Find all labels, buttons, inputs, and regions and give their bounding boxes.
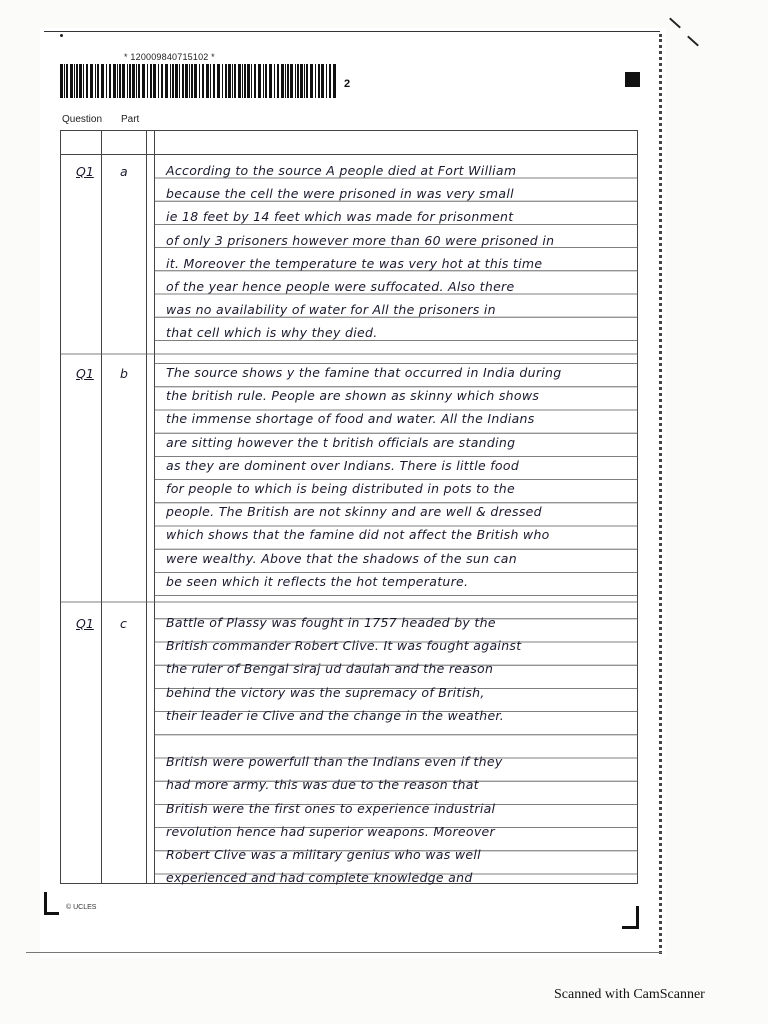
- answer-line: for people to which is being distributed in pots to the: [166, 481, 515, 496]
- answer-line: the immense shortage of food and water. All the Indians: [166, 411, 535, 427]
- barcode-bar: [199, 64, 200, 98]
- barcode-bar: [263, 64, 264, 98]
- page-number: 2: [344, 78, 351, 90]
- barcode-bar: [165, 64, 168, 98]
- barcode-bar: [217, 64, 220, 98]
- barcode-bar: [86, 64, 88, 98]
- barcode-bar: [194, 64, 197, 98]
- barcode-bar: [76, 64, 78, 98]
- answer-line: the british rule. People are shown as skinny which shows: [166, 388, 540, 404]
- barcode-bar: [138, 64, 140, 98]
- barcode-number: * 120009840715102 *: [124, 52, 215, 62]
- barcode-bar: [315, 64, 316, 98]
- part-column-header: Part: [121, 114, 140, 125]
- ucles-copyright: © UCLES: [66, 904, 97, 911]
- barcode-bar: [247, 64, 250, 98]
- barcode-bar: [74, 64, 75, 98]
- barcode-bar: [170, 64, 171, 98]
- answer-line: British commander Robert Clive. It was fought against: [166, 638, 522, 654]
- answer-line: experienced and had complete knowledge and: [166, 870, 473, 886]
- barcode-bar: [251, 64, 252, 98]
- registration-mark: [625, 72, 640, 87]
- barcode-bar: [290, 64, 293, 98]
- barcode-bar: [106, 64, 107, 98]
- barcode-bar: [285, 64, 286, 98]
- scanner-watermark: Scanned with CamScanner: [554, 987, 705, 1002]
- barcode-bar: [182, 64, 184, 98]
- answer-line: which shows that the famine did not affect the British who: [166, 527, 550, 543]
- question-part: c: [120, 616, 127, 631]
- sheet-right-edge: [659, 34, 662, 954]
- barcode-bar: [66, 64, 68, 98]
- barcode-bar: [281, 64, 284, 98]
- barcode-bar: [304, 64, 305, 98]
- barcode-bar: [79, 64, 82, 98]
- sheet-top-edge: [44, 31, 660, 32]
- answer-line: of only 3 prisoners however more than 60 were prisoned in: [166, 232, 555, 248]
- answer-line: as they are dominent over Indians. There is little food: [166, 457, 520, 473]
- answer-line: According to the source A people died at Fort William: [166, 163, 517, 178]
- answer-line: behind the victory was the supremacy of British,: [166, 684, 485, 700]
- answer-line: ie 18 feet by 14 feet which was made for prisonment: [166, 209, 514, 225]
- barcode-bar: [150, 64, 152, 98]
- barcode-bar: [117, 64, 118, 98]
- barcode-bar: [83, 64, 84, 98]
- barcode-bar: [326, 64, 327, 98]
- barcode-bar: [333, 64, 336, 98]
- barcode-bar: [136, 64, 137, 98]
- answer-line: had more army. this was due to the reason that: [166, 777, 479, 793]
- barcode-bar: [189, 64, 190, 98]
- barcode-bar: [232, 64, 233, 98]
- barcode-bar: [228, 64, 231, 98]
- barcode-bar: [310, 64, 313, 98]
- answer-line: that cell which is why they died.: [166, 325, 378, 341]
- question-number: Q1: [76, 366, 94, 381]
- barcode-bar: [244, 64, 246, 98]
- barcode-bar: [122, 64, 125, 98]
- barcode-bar: [254, 64, 256, 98]
- question-part: b: [120, 366, 128, 381]
- sheet-bottom-edge: [26, 952, 662, 953]
- barcode-bar: [191, 64, 193, 98]
- answer-line: The source shows y the famine that occurred in India during: [166, 365, 562, 380]
- answer-line: are sitting however the t british officials are standing: [166, 434, 516, 450]
- answer-line: their leader ie Clive and the change in the weather.: [166, 707, 504, 723]
- barcode-bar: [269, 64, 272, 98]
- barcode-bar: [274, 64, 275, 98]
- question-number: Q1: [76, 164, 94, 179]
- barcode-bar: [113, 64, 116, 98]
- barcode-bar: [295, 64, 296, 98]
- answer-line: revolution hence had superior weapons. Moreover: [166, 823, 495, 839]
- answer-line: of the year hence people were suffocated. Also there: [166, 279, 515, 294]
- barcode-bar: [64, 64, 65, 98]
- barcode-bar: [175, 64, 178, 98]
- barcode-bar: [321, 64, 324, 98]
- barcode-bar: [202, 64, 204, 98]
- barcode-bar: [213, 64, 215, 98]
- scan-dot: [60, 34, 63, 37]
- barcode-bar: [70, 64, 73, 98]
- barcode-bar: [329, 64, 331, 98]
- barcode-bar: [225, 64, 227, 98]
- barcode-bar: [60, 64, 63, 98]
- barcode-bar: [277, 64, 279, 98]
- barcode: [60, 64, 336, 98]
- answer-line: it. Moreover the temperature te was very hot at this time: [166, 255, 543, 271]
- barcode-bar: [109, 64, 111, 98]
- answer-line: was no availability of water for All the prisoners in: [166, 302, 496, 318]
- answer-line: British were powerfull than the Indians even if they: [166, 754, 503, 770]
- question-column-header: Question: [62, 114, 103, 125]
- answer-line: the ruler of Bengal siraj ud daulah and the reason: [166, 661, 494, 677]
- corner-mark-right: [622, 906, 639, 929]
- barcode-bar: [258, 64, 261, 98]
- question-number: Q1: [76, 616, 94, 631]
- barcode-bar: [142, 64, 145, 98]
- barcode-bar: [238, 64, 241, 98]
- barcode-bar: [127, 64, 128, 98]
- barcode-bar: [158, 64, 159, 98]
- barcode-bar: [101, 64, 104, 98]
- barcode-bar: [97, 64, 99, 98]
- answer-line: Battle of Plassy was fought in 1757 headed by the: [166, 615, 496, 630]
- barcode-bar: [234, 64, 236, 98]
- barcode-bar: [95, 64, 96, 98]
- barcode-bar: [153, 64, 156, 98]
- answer-line: be seen which it reflects the hot temperature.: [166, 573, 469, 589]
- barcode-bar: [172, 64, 174, 98]
- barcode-bar: [265, 64, 267, 98]
- barcode-bar: [129, 64, 131, 98]
- barcode-bar: [206, 64, 209, 98]
- barcode-bar: [300, 64, 303, 98]
- barcode-bar: [185, 64, 188, 98]
- barcode-bar: [161, 64, 163, 98]
- barcode-bar: [297, 64, 299, 98]
- answer-line: people. The British are not skinny and are well & dressed: [166, 504, 542, 520]
- barcode-bar: [147, 64, 148, 98]
- barcode-bar: [132, 64, 135, 98]
- question-part: a: [120, 164, 128, 179]
- barcode-bar: [179, 64, 180, 98]
- barcode-bar: [306, 64, 308, 98]
- barcode-bar: [242, 64, 243, 98]
- answer-line: British were the first ones to experience industrial: [166, 800, 496, 816]
- barcode-bar: [210, 64, 211, 98]
- barcode-bar: [119, 64, 121, 98]
- barcode-bar: [318, 64, 320, 98]
- corner-mark-left: [44, 892, 59, 915]
- barcode-bar: [222, 64, 223, 98]
- barcode-bar: [287, 64, 289, 98]
- barcode-bar: [90, 64, 93, 98]
- answer-line: because the cell the were prisoned in was very small: [166, 186, 514, 202]
- answer-line: Robert Clive was a military genius who was well: [166, 847, 481, 862]
- answer-line: were wealthy. Above that the shadows of the sun can: [166, 550, 517, 566]
